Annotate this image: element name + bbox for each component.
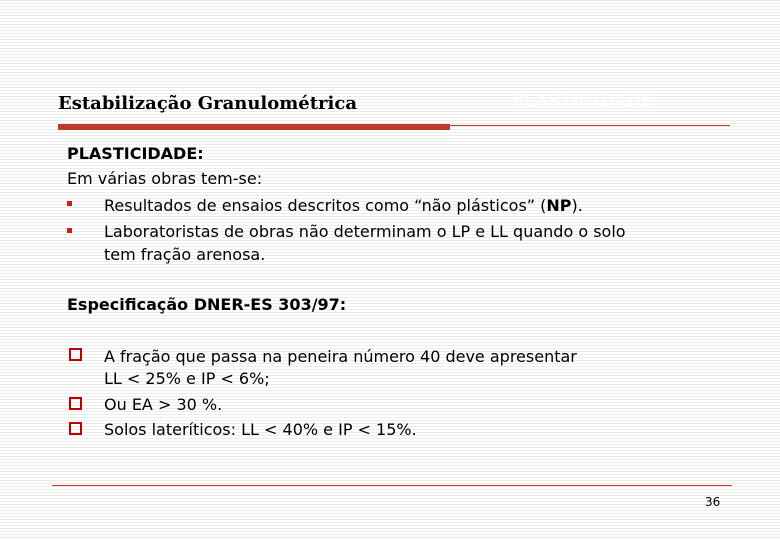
bullet-text-after: ). [571, 196, 583, 215]
hollow-square-bullet-icon [69, 397, 82, 410]
spec-item: Ou EA > 30 %. [104, 395, 223, 414]
title-underline-thin [450, 125, 730, 126]
bullet-item [104, 195, 583, 216]
section-heading-plasticidade: PLASTICIDADE: [67, 144, 204, 163]
bullet-item-line1: Laboratoristas de obras não determinam o LP e LL quando o solo [104, 222, 626, 241]
faded-section-title: PLASTICIDADE [512, 91, 655, 111]
hollow-square-bullet-icon [69, 348, 82, 361]
page-number: 36 [705, 495, 721, 509]
footer-divider [52, 485, 732, 486]
section-intro: Em várias obras tem-se: [67, 169, 263, 188]
hollow-square-bullet-icon [69, 422, 82, 435]
section-heading-especificacao: Especificação DNER-ES 303/97: [67, 295, 347, 314]
spec-item-line2: LL < 25% e IP < 6%; [104, 369, 270, 388]
bullet-text-before: Resultados de ensaios descritos como “não plásticos” ( [104, 196, 547, 215]
square-bullet-icon [67, 201, 72, 206]
spec-item: Solos lateríticos: LL < 40% e IP < 15%. [104, 420, 417, 439]
np-bold: NP [546, 196, 572, 215]
title-underline-thick [58, 124, 450, 130]
slide-title: Estabilização Granulométrica [58, 93, 358, 114]
square-bullet-icon [67, 228, 72, 233]
bullet-item-line2: tem fração arenosa. [104, 245, 266, 264]
spec-item-line1: A fração que passa na peneira número 40 deve apresentar [104, 347, 577, 366]
